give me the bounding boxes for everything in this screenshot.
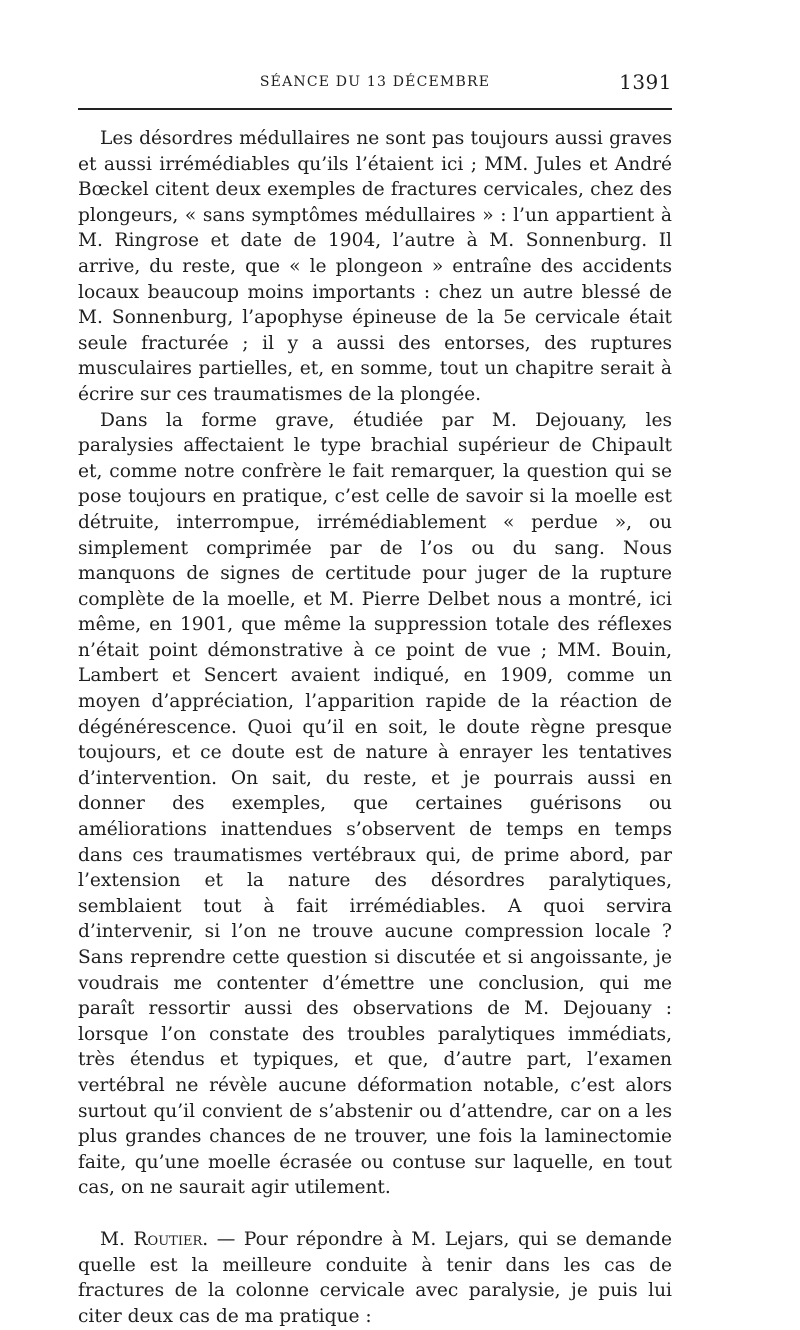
body-text — [78, 126, 672, 1329]
speaker-name: Routier — [133, 1228, 203, 1250]
page-header — [78, 66, 672, 96]
page-number: 1391 — [619, 70, 672, 94]
speaker-paragraph — [78, 1227, 672, 1329]
paragraph-1: Les désordres médullaires ne sont pas toujours aussi graves et aussi irrémédiables qu’ils l’étaient ici ; MM. Jules et André Bœckel citent deux exemples de fractures cervicales, chez des plongeurs, « sans symptômes médullaires » : l’un appartient à M. Ringrose et date de 1904, l’autre à M. Sonnenburg. Il arrive, du reste, que « le plongeon » entraîne des accidents locaux beaucoup moins importants : chez un autre blessé de M. Sonnenburg, l’apophyse épineuse de la 5e cervicale était seule fracturée ; il y a aussi des entorses, des ruptures musculaires partielles, et, en somme, tout un chapitre serait à écrire sur ces traumatismes de la plongée. — [78, 128, 672, 405]
speaker-text: . — Pour répondre à M. Lejars, qui se demande quelle est la meilleure conduite à tenir dans les cas de fractures de la colonne cervicale avec paralysie, je puis lui citer deux cas de ma pratique : — [78, 1228, 672, 1327]
header-rule — [78, 108, 672, 110]
running-head: SÉANCE DU 13 DÉCEMBRE — [259, 74, 491, 90]
speaker-prefix: M. — [100, 1228, 134, 1250]
paragraph-2: Dans la forme grave, étudiée par M. Dejouany, les paralysies affectaient le type brachial supérieur de Chipault et, comme notre confrère le fait remarquer, la question qui se pose toujours en pratique, c’est celle de savoir si la moelle est détruite, interrompue, irrémédiablement « perdue », ou simplement comprimée par de l’os ou du sang. Nous manquons de signes de certitude pour juger de la rupture complète de la moelle, et M. Pierre Delbet nous a montré, ici même, en 1901, que même la suppression totale des réflexes n’était point démonstrative à ce point de vue ; MM. Bouin, Lambert et Sencert avaient indiqué, en 1909, comme un moyen d’appréciation, l’apparition rapide de la réaction de dégénérescence. Quoi qu’il en soit, le doute règne presque toujours, et ce doute est de nature à enrayer les tentatives d’intervention. On sait, du reste, et je pourrais aussi en donner des exemples, que certaines guérisons ou améliorations inattendues s’observent de temps en temps dans ces traumatismes vertébraux qui, de prime abord, par l’extension et la nature des désordres paralytiques, semblaient tout à fait irrémédiables. A quoi servira d’intervenir, si l’on ne trouve aucune compression locale ? Sans reprendre cette question si discutée et si angoissante, je voudrais me contenter d’émettre une conclusion, qui me paraît ressortir aussi des observations de M. Dejouany : lorsque l’on constate des troubles paralytiques immédiats, très étendus et typiques, et que, d’autre part, l’examen vertébral ne révèle aucune déformation notable, c’est alors surtout qu’il convient de s’abstenir ou d’attendre, car on a les plus grandes chances de ne trouver, une fois la laminectomie faite, qu’une moelle écrasée ou contuse sur laquelle, en tout cas, on ne saurait agir utilement. — [78, 409, 672, 1199]
